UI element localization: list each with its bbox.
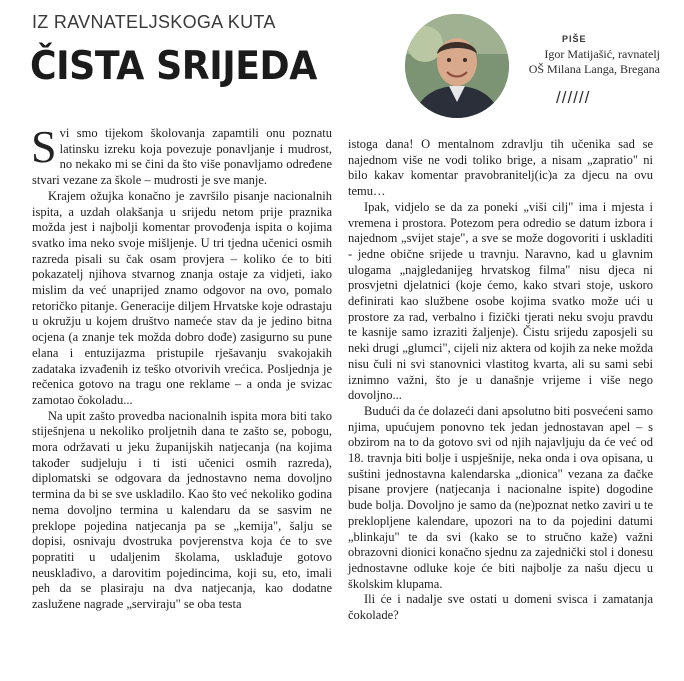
section-kicker: IZ RAVNATELJSKOGA KUTA	[32, 12, 276, 32]
author-photo	[405, 14, 509, 118]
paragraph-text: vi smo tijekom školovanja zapamtili onu poznatu latinsku izreku koja povezuje ponavljanje i mudrost, no nekako mi se čini da što više ponavljamo određene stvari vezane za škole – mudrosti je sve manje.	[32, 126, 332, 188]
article-paragraph	[31, 121, 332, 189]
article-paragraph: Ipak, vidjelo se da za poneki „viši cilj" ima i mjesta i vremena i prostora. Potezom pera odredio se datum izbora i najednom „svijet staje", a sve se može dogovoriti i uskladiti - jedne obične srijede u travnju. Naravno, kad u glavnim ulogama „najgledanijeg hrvatskog filma" nisu djeca ni prosvjetni djelatnici (koje ćemo, kako stvari stoje, uskoro definirati kao službene osobe kojima svatko može ući u prostore za rad, verbalno i fizički tjerati neku svoju pravdu te kasnije samo izraziti žaljenje). Čistu srijedu zaposjeli su neki drugi „glumci", cijeli niz aktera od kojih za neke možda nisu čuli ni svi stanovnici vlastitog kvarta, ali su sami sebi iznimno važni, što je u današnje vrijeme i više nego dovoljno...	[348, 199, 653, 403]
article-paragraph: Budući da će dolazeći dani apsolutno biti posvećeni samo njima, upućujem ponovno tek jedan jednostavan apel – s obzirom na to da gotovo svi od njih najavljuju da će već od 18. travnja biti bolje i uspješnije, neka onda i ova opisana, u suštini jednostavna kalendarska „dionica" vezana za đačke pisane provjere (natjecanja i nacionalne ispite) dogodine bude bolja. Dovoljno je samo da (ne)poznat netko zaviri u te preklopljene kalendare, upozori na to da pojedini datumi „blinkaju" te da svi (kako se to stručno kaže) važni obrazovni dionici konačno sjednu za zajednički stol i donesu jednostavne odluke koje će biti najbolje za našu djecu u školskim klupama.	[348, 403, 653, 591]
decorative-slashes: //////	[556, 88, 591, 107]
byline-label: PIŠE	[562, 34, 587, 44]
author-name: Igor Matijašić, ravnatelj	[544, 47, 660, 61]
article-paragraph: Na upit zašto provedba nacionalnih ispita mora biti tako stiješnjena u nekoliko proljetnih dana te zašto se, pobogu, mora održavati u jeku županijskih natjecanja (na kojima također sudjeluju i ti isti učenici osmih razreda), diplomatski se odgovara da jednostavno nema dovoljno termina da bi se sve uskladilo. Kao što već nekoliko godina nema dovoljno termina u kalendaru da se sasvim ne preklope pojedina natjecanja pa se „kemija", šalju se dopisi, osnivaju dvostruka povjerenstva koja će to sve popratiti u udaljenim školama, usklađuje gotovo neusklađivo, a darovitim pojedincima, koji su, eto, imali peh da se plasiraju na dva natjecanja, kao dodatne zaslužene nagrade „serviraju" se oba testa	[32, 408, 332, 612]
article-paragraph: Krajem ožujka konačno je završilo pisanje nacionalnih ispita, a uzdah olakšanja u srijedu netom prije praznika možda jest i najbolji komentar provođenja ispita o kojima svatko ima neko svoje mišljenje. U tri tjedna učenici osmih razreda pisali su čak osam provjera – koliko će to biti pokazatelj njihova stvarnog znanja ostaje za vidjeti, iako mislim da već unaprijed znamo odgovor na ovo, pomalo retoričko pitanje. Generacije diljem Hrvatske koje odrastaju u okružju u kojem društvo nameće stav da je jedino bitna ocjena (a znanje tek možda dobro dođe) zasigurno su pune elana i entuzijazma pristupile rješavanju svakojakih zadataka izvađenih iz teško otvorivih vrećica. Posljednja je rečenica gotovo na tragu one reklame – a onda je svizac zamotao čokoladu...	[32, 188, 332, 407]
article-column-left	[31, 121, 332, 613]
author-portrait	[405, 14, 509, 118]
article-paragraph: Ili će i nadalje sve ostati u domeni svisca i zamatanja čokolade?	[348, 592, 653, 623]
author-school: OŠ Milana Langa, Bregana	[528, 62, 660, 76]
drop-cap: S	[31, 121, 57, 172]
article-column-right	[348, 137, 653, 624]
article-paragraph: istoga dana! O mentalnom zdravlju tih učenika sad se najednom više ne vodi toliko brige, a nisam „zapratio" ni bilo kakav komentar pravobranitelj(ic)a za djecu na ovu temu…	[348, 137, 653, 199]
article-title: ČISTA SRIJEDA	[30, 44, 317, 89]
